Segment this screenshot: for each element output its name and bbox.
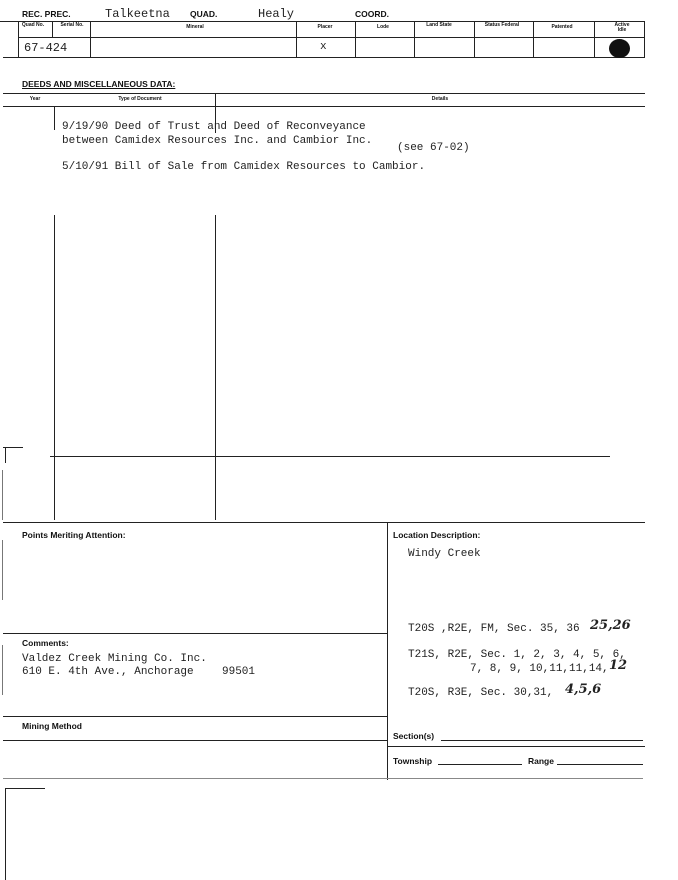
range-line bbox=[557, 764, 643, 765]
col-type-of-document: Type of Document bbox=[118, 96, 162, 102]
col-details: Details bbox=[431, 96, 449, 102]
deed-entry: 9/19/90 Deed of Trust and Deed of Reconveyance bbox=[62, 121, 366, 133]
points-meriting-attention-label: Points Meriting Attention: bbox=[22, 530, 126, 540]
col-mineral: Mineral bbox=[186, 24, 204, 30]
col-quad-no: Quad No. bbox=[21, 22, 45, 28]
mining-method-label: Mining Method bbox=[22, 721, 82, 731]
location-handwritten: 25,26 bbox=[590, 618, 631, 633]
deeds-section-title: DEEDS AND MISCELLANEOUS DATA: bbox=[22, 79, 176, 89]
col-land-state: Land State bbox=[426, 22, 452, 28]
location-line: T21S, R2E, Sec. 1, 2, 3, 4, 5, 6, bbox=[408, 649, 626, 661]
coord-label: COORD. bbox=[355, 9, 389, 19]
col-active-idle: Active Idle bbox=[614, 22, 630, 33]
col-serial-no: Serial No. bbox=[60, 22, 84, 28]
location-handwritten: 12 bbox=[609, 658, 628, 673]
deed-see-ref: (see 67-02) bbox=[397, 142, 470, 154]
quad-value: Healy bbox=[258, 7, 295, 21]
comments-zip: 99501 bbox=[222, 666, 256, 678]
location-description-label: Location Description: bbox=[393, 530, 481, 540]
comments-line: 610 E. 4th Ave., Anchorage bbox=[22, 666, 194, 678]
col-year: Year bbox=[29, 96, 41, 102]
col-lode: Lode bbox=[377, 24, 389, 30]
col-status-federal: Status Federal bbox=[484, 22, 520, 28]
col-patented: Patented bbox=[551, 24, 573, 30]
location-handwritten: 4,5,6 bbox=[565, 682, 602, 697]
township-line bbox=[438, 764, 522, 765]
rec-prec-value: Talkeetna bbox=[105, 7, 170, 21]
active-status-dot bbox=[609, 39, 630, 58]
col-placer: Placer bbox=[317, 24, 333, 30]
placer-mark: x bbox=[320, 41, 327, 53]
rec-prec-label: REC. PREC. bbox=[22, 9, 71, 19]
sections-label: Section(s) bbox=[393, 731, 435, 741]
quad-no-value: 67-424 bbox=[24, 41, 68, 55]
deed-entry: between Camidex Resources Inc. and Cambior Inc. bbox=[62, 135, 373, 147]
location-name: Windy Creek bbox=[408, 548, 481, 560]
quad-label: QUAD. bbox=[190, 9, 218, 19]
location-line: T20S, R3E, Sec. 30,31, bbox=[408, 687, 554, 699]
location-line: 7, 8, 9, 10,11,11,14, bbox=[470, 663, 609, 675]
range-label: Range bbox=[528, 756, 554, 766]
deed-entry: 5/10/91 Bill of Sale from Camidex Resources to Cambior. bbox=[62, 161, 426, 173]
comments-line: Valdez Creek Mining Co. Inc. bbox=[22, 653, 207, 665]
comments-label: Comments: bbox=[22, 638, 69, 648]
sections-line bbox=[441, 740, 643, 741]
location-line: T20S ,R2E, FM, Sec. 35, 36 bbox=[408, 623, 580, 635]
township-label: Township bbox=[393, 756, 433, 766]
